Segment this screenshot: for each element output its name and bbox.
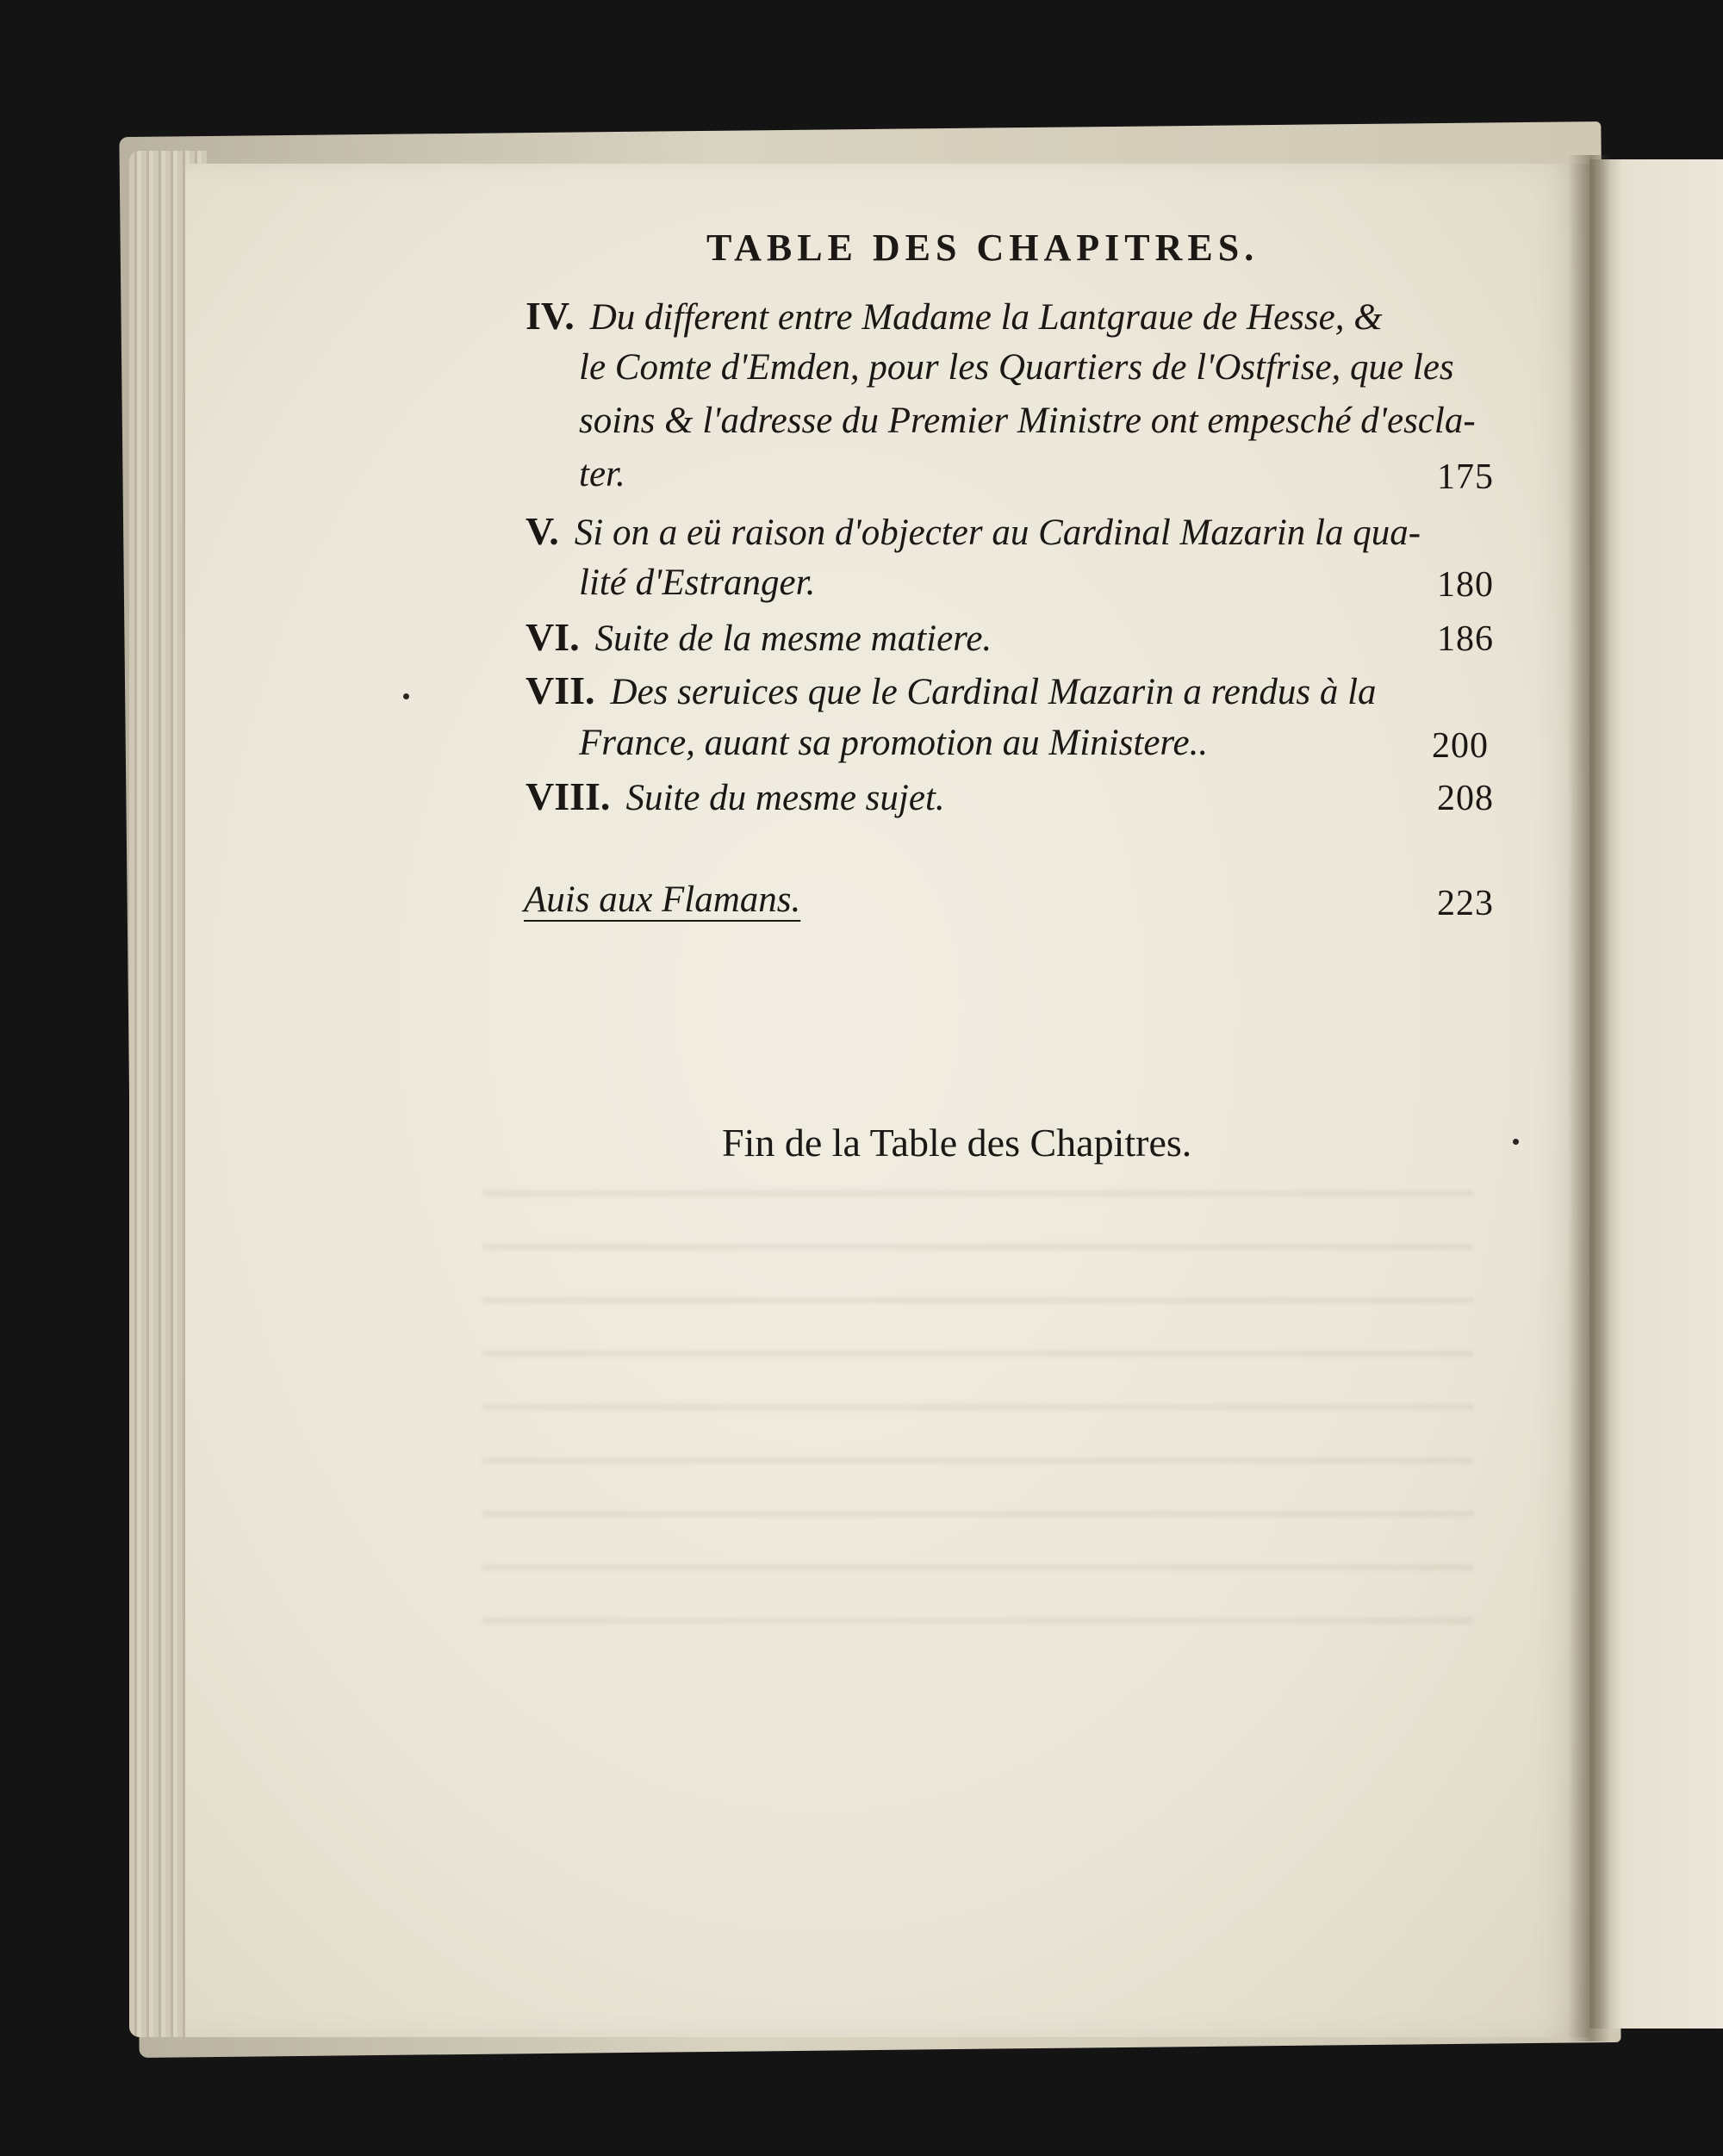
- toc-text-continuation: lité d'Estranger.: [579, 562, 816, 603]
- ink-speck: [403, 693, 409, 699]
- ink-speck: [1513, 1139, 1519, 1145]
- toc-numeral: VIII.: [526, 774, 611, 818]
- toc-entry-viii: [526, 774, 945, 819]
- running-head: TABLE DES CHAPITRES.: [706, 227, 1260, 269]
- toc-entry-vi: [526, 614, 992, 660]
- toc-page-number: 200: [1432, 726, 1489, 766]
- toc-text: Du different entre Madame la Lantgraue de Hesse, &: [589, 297, 1383, 338]
- toc-text-continuation: France, auant sa promotion au Ministere..: [579, 723, 1209, 763]
- toc-text: Suite du mesme sujet.: [625, 778, 945, 818]
- toc-numeral: VI.: [526, 615, 580, 659]
- book-gutter: [1568, 155, 1611, 2041]
- avis-page-number: 223: [1437, 884, 1494, 923]
- toc-text-continuation: le Comte d'Emden, pour les Quartiers de l'Ostfrise, que les: [579, 347, 1454, 388]
- toc-text: Suite de la mesme matiere.: [594, 618, 992, 659]
- toc-page-number: 175: [1437, 457, 1494, 497]
- avis-entry: Auis aux Flamans.: [524, 879, 801, 920]
- toc-entry-vii: [526, 668, 1377, 713]
- ink-showthrough: [482, 1189, 1473, 1671]
- book-page: [185, 164, 1589, 2037]
- toc-entry-v: [526, 508, 1421, 554]
- toc-text: Des seruices que le Cardinal Mazarin a rendus à la: [610, 672, 1377, 712]
- toc-text-continuation: soins & l'adresse du Premier Ministre ont empesché d'escla-: [579, 401, 1476, 441]
- toc-page-number: 180: [1437, 565, 1494, 605]
- toc-entry-iv: [526, 293, 1383, 339]
- toc-page-number: 208: [1437, 779, 1494, 818]
- closing-line: Fin de la Table des Chapitres.: [722, 1121, 1192, 1165]
- toc-page-number: 186: [1437, 619, 1494, 659]
- toc-numeral: IV.: [526, 294, 575, 338]
- toc-text: Si on a eü raison d'objecter au Cardinal Mazarin la qua-: [574, 513, 1421, 553]
- toc-numeral: V.: [526, 509, 559, 553]
- toc-text-continuation: ter.: [579, 454, 625, 494]
- toc-numeral: VII.: [526, 668, 595, 712]
